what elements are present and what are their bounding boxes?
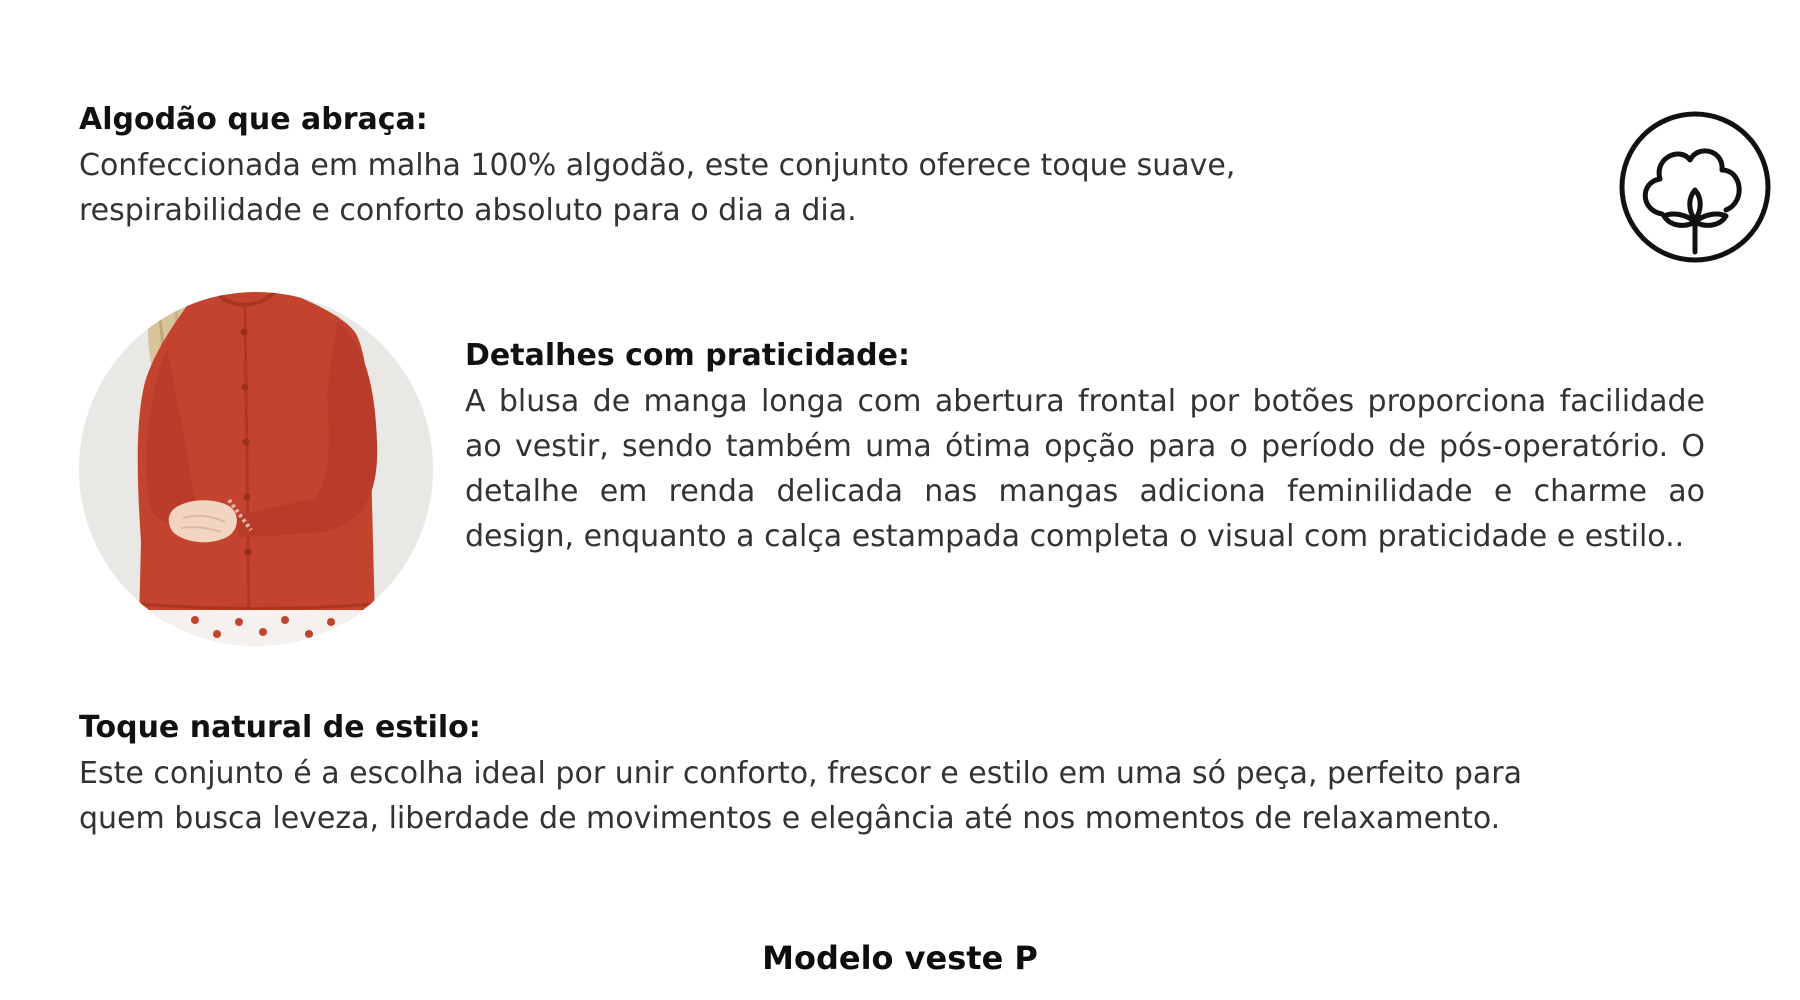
cotton-flower-icon — [1618, 110, 1772, 264]
description-line: Confeccionada em malha 100% algodão, este conjunto oferece toque suave, — [79, 148, 1236, 183]
description-line: Este conjunto é a escolha ideal por unir conforto, frescor e estilo em uma só peça, perfeito para — [79, 756, 1523, 791]
description-line: respirabilidade e conforto absoluto para o dia a dia. — [79, 193, 857, 228]
section-title: Algodão que abraça: — [79, 102, 428, 137]
model-size-caption: Modelo veste P — [762, 939, 1038, 977]
section-toque — [79, 705, 1719, 841]
section-algodao — [79, 97, 1359, 233]
section-detalhes — [465, 333, 1705, 559]
section-title: Toque natural de estilo: — [79, 710, 481, 745]
model-photo — [79, 292, 433, 646]
description-line: quem busca leveza, liberdade de movimentos e elegância até nos momentos de relaxamento. — [79, 801, 1501, 836]
section-description — [79, 143, 1359, 233]
section-description: A blusa de manga longa com abertura frontal por botões proporciona facilidade ao vestir, sendo também uma ótima opção para o período de pós-operatório. O detalhe em renda delicada nas mangas adiciona feminilidade e charme ao design, enquanto a calça estampada completa o visual com praticidade e estilo.. — [465, 384, 1705, 554]
section-title: Detalhes com praticidade: — [465, 338, 910, 373]
section-description — [79, 751, 1719, 841]
